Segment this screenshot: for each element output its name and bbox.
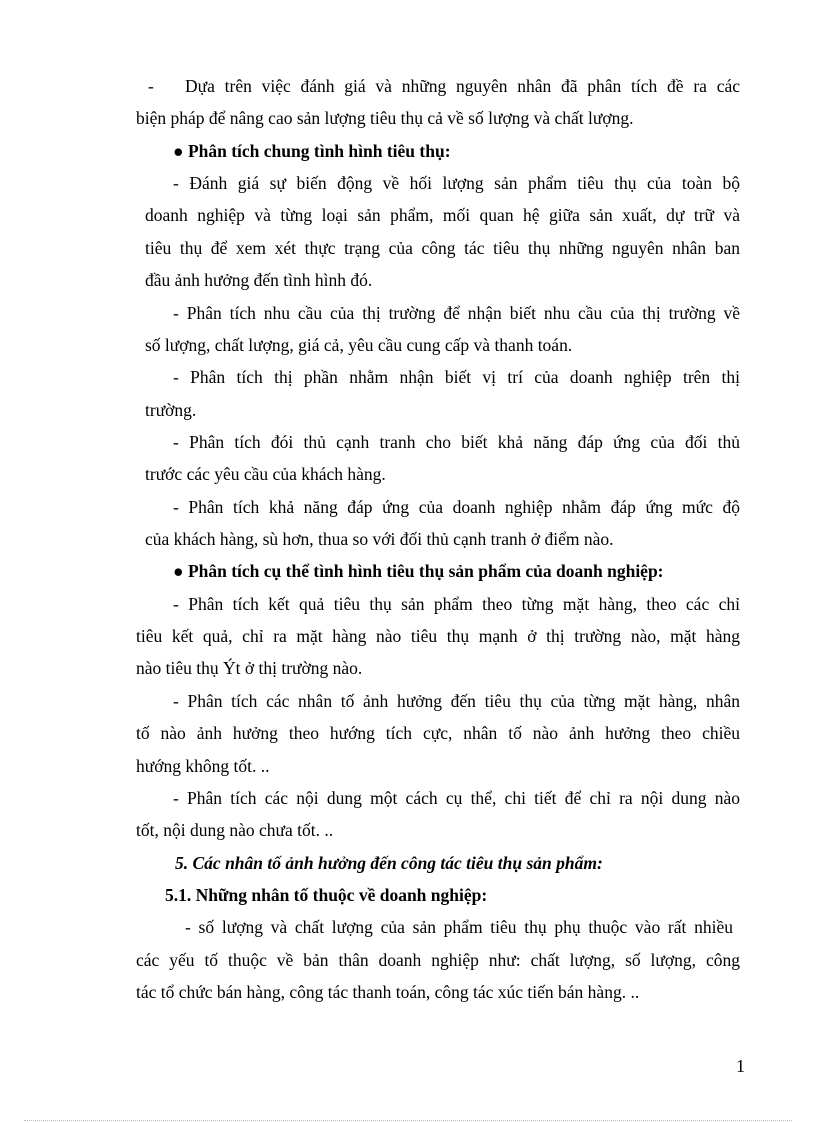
page-border-divider [24,1120,792,1121]
paragraph-line: - Phân tích nhu cầu của thị trường để nhận biết nhu cầu của thị trường về [173,302,740,323]
paragraph-line: - Phân tích các nội dung một cách cụ thể, chi tiết để chỉ ra nội dung nào [173,787,740,808]
paragraph-line: tố nào ảnh hưởng theo hướng tích cực, nhân tố nào ảnh hưởng theo chiều [136,723,740,744]
line-text: Dựa trên việc đánh giá và những nguyên nhân đã phân tích đề ra các [185,76,740,96]
paragraph-line: - Phân tích thị phần nhằm nhận biết vị trí của doanh nghiệp trên thị [173,367,740,388]
paragraph-line: - Phân tích các nhân tố ảnh hưởng đến tiêu thụ của từng mặt hàng, nhân [173,690,740,711]
line-text: - số lượng và chất lượng của sản phẩm tiêu thụ phụ thuộc vào rất nhiều [185,917,733,938]
paragraph-line: tốt, nội dung nào chưa tốt. .. [136,820,334,841]
paragraph-line: - Phân tích khả năng đáp ứng của doanh nghiệp nhằm đáp ứng mức độ [173,496,740,517]
page-number: 1 [736,1056,745,1076]
paragraph-line: trước các yêu cầu của khách hàng. [145,464,386,485]
dash: - [148,76,154,96]
paragraph-line: biện pháp để nâng cao sản lượng tiêu thụ cả về số lượng và chất lượng. [136,108,634,129]
paragraph-line: nào tiêu thụ Ýt ở thị trường nào. [136,658,363,679]
subsection-heading: 5.1. Những nhân tố thuộc về doanh nghiệp: [165,884,488,905]
paragraph-line: hướng không tốt. .. [136,755,270,776]
section-heading: ● Phân tích cụ thể tình hình tiêu thụ sản phẩm của doanh nghiệp: [173,561,664,582]
paragraph-line: các yếu tố thuộc về bản thân doanh nghiệp như: chất lượng, số lượng, công [136,949,740,970]
paragraph-line: trường. [145,399,197,420]
paragraph-line: doanh nghiệp và từng loại sản phẩm, mối quan hệ giữa sản xuất, dự trữ và [145,205,740,226]
paragraph-line [136,911,733,943]
chapter-heading: 5. Các nhân tố ảnh hưởng đến công tác tiêu thụ sản phẩm: [175,852,603,873]
paragraph-line [136,70,740,102]
paragraph-line: tiêu thụ để xem xét thực trạng của công tác tiêu thụ những nguyên nhân ban [145,237,740,258]
section-heading: ● Phân tích chung tình hình tiêu thụ: [173,140,451,161]
paragraph-line: đầu ảnh hưởng đến tình hình đó. [145,270,373,291]
paragraph-line: - Đánh giá sự biến động về hối lượng sản phẩm tiêu thụ của toàn bộ [173,173,740,194]
paragraph-line: tác tổ chức bán hàng, công tác thanh toán, công tác xúc tiến bán hàng. .. [136,982,640,1003]
paragraph-line: số lượng, chất lượng, giá cả, yêu cầu cung cấp và thanh toán. [145,334,573,355]
paragraph-line: tiêu kết quả, chỉ ra mặt hàng nào tiêu thụ mạnh ở thị trường nào, mặt hàng [136,626,740,647]
document-page [136,70,740,1008]
paragraph-line: - Phân tích kết quả tiêu thụ sản phẩm theo từng mặt hàng, theo các chỉ [173,593,740,614]
paragraph-line: của khách hàng, sù hơn, thua so với đối thủ cạnh tranh ở điểm nào. [145,529,614,550]
paragraph-line: - Phân tích đói thủ cạnh tranh cho biết khả năng đáp ứng của đối thủ [173,431,740,452]
